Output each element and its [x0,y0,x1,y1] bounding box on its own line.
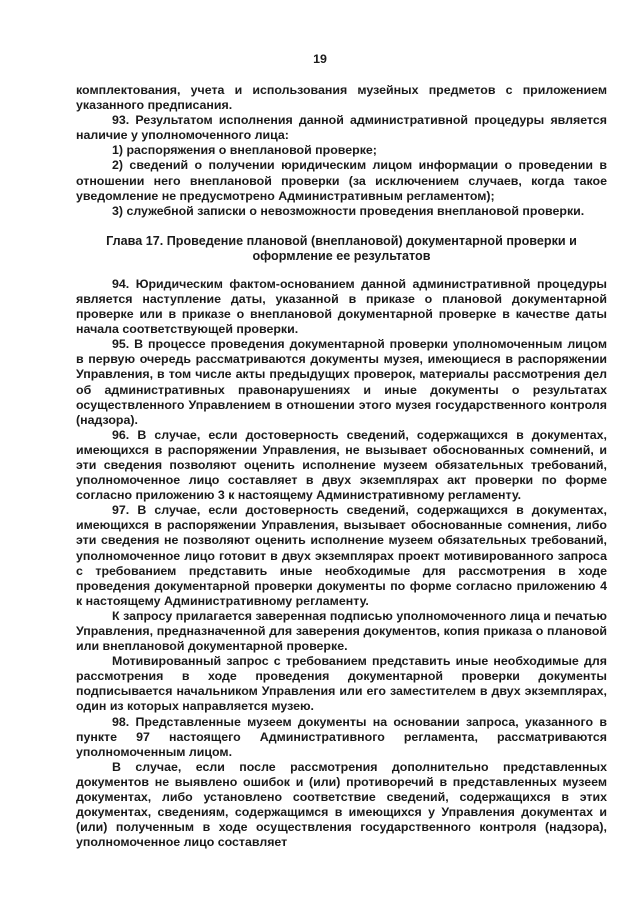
paragraph-request-signature: Мотивированный запрос с требованием представить иные необходимые для рассмотрения в ходе проведения документарной проверки документы подписывается начальником Управления или его заместителем в двух экземплярах, один из которых направляется музею. [76,654,607,714]
paragraph-96: 96. В случае, если достоверность сведений, содержащихся в документах, имеющихся в распоряжении Управления, не вызывает обоснованных сомнений, и эти сведения позволяют оценить исполнение музеем обязательных требований, уполномоченное лицо составляет в двух экземплярах акт проверки по форме согласно приложению 3 к настоящему Административному регламенту. [76,427,607,503]
paragraph-98-continued: В случае, если после рассмотрения дополнительно представленных документов не выявлено ошибок и (или) противоречий в представленных музеем документах, либо установлено соответствие сведений, содержащихся в этих документах, сведениям, содержащимся в имеющихся у Управления документах и (или) полученным в ходе осуществления государственного контроля (надзора), уполномоченное лицо составляет [76,759,607,850]
paragraph-continuation: комплектования, учета и использования музейных предметов с приложением указанного предписания. [76,83,607,113]
list-item-2: 2) сведений о получении юридическим лицом информации о проведении в отношении него внеплановой проверки (за исключением случаев, когда такое уведомление не предусмотрено Административным регламентом); [76,158,607,203]
paragraph-93: 93. Результатом исполнения данной административной процедуры является наличие у уполномоченного лица: [76,113,607,143]
paragraph-97: 97. В случае, если достоверность сведений, содержащихся в документах, имеющихся в распоряжении Управления, вызывает обоснованные сомнения, либо эти сведения не позволяют оценить исполнение музеем обязательных требований, уполномоченное лицо готовит в двух экземплярах проект мотивированного запроса с требованием представить иные необходимые для рассмотрения в ходе проведения документарной проверки документы по форме согласно приложению 4 к настоящему Административному регламенту. [76,503,607,608]
list-item-3: 3) служебной записки о невозможности проведения внеплановой проверки. [112,203,585,218]
paragraph-98: 98. Представленные музеем документы на основании запроса, указанного в пункте 97 настоящего Административного регламента, рассматриваются уполномоченным лицом. [76,714,607,759]
paragraph-94: 94. Юридическим фактом-основанием данной административной процедуры является наступление даты, указанной в приказе о плановой документарной проверке или в приказе о внеплановой документарной проверке в качестве даты начала соответствующей проверки. [76,276,607,337]
paragraph-95: 95. В процессе проведения документарной проверки уполномоченным лицом в первую очередь рассматриваются документы музея, имеющиеся в распоряжении Управления, в том числе акты предыдущих проверок, материалы рассмотрения дел об административных правонарушениях и иные документы о результатах осуществленного Управлением в отношении этого музея государственного контроля (надзора). [76,337,607,427]
list-item-1: 1) распоряжения о внеплановой проверке; [112,143,377,158]
document-page [76,52,607,850]
chapter-heading: Глава 17. Проведение плановой (внеплановой) документарной проверки и оформление ее результатов [106,233,577,263]
page-number: 19 [313,52,327,66]
paragraph-request-attachment: К запросу прилагается заверенная подписью уполномоченного лица и печатью Управления, предназначенной для заверения документов, копия приказа о плановой или внеплановой документарной проверке. [76,608,607,654]
document-body [76,83,607,850]
